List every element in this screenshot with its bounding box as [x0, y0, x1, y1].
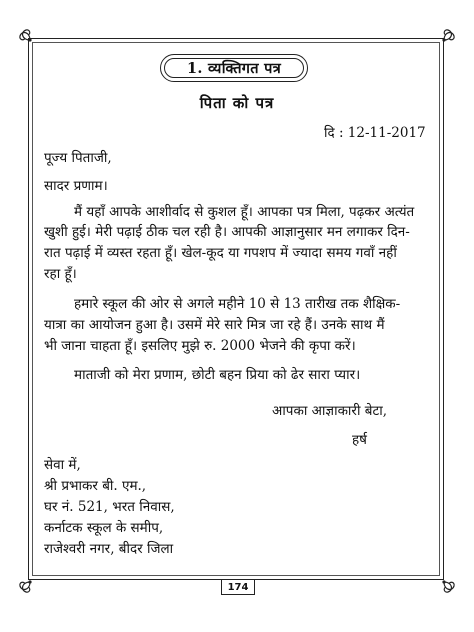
address-line: सेवा में,: [44, 457, 81, 473]
salutation: पूज्य पिताजी,: [44, 150, 112, 166]
corner-ornament-icon: [428, 566, 458, 596]
paragraph-line: रहा हूँ।: [44, 266, 77, 282]
chapter-heading-box: [160, 54, 308, 82]
paragraph-line: हमारे स्कूल की ओर से अगले महीने 10 से 13 तारीख तक शैक्षिक-: [74, 296, 401, 312]
corner-ornament-icon: [16, 26, 46, 56]
address-line: श्री प्रभाकर बी. एम.,: [44, 478, 147, 494]
chapter-heading: 1. व्यक्तिगत पत्र: [164, 58, 304, 78]
paragraph-line: मैं यहाँ आपके आशीर्वाद से कुशल हूँ। आपका पत्र मिला, पढ़कर अत्यंत: [74, 204, 415, 220]
page-number: 174: [221, 579, 255, 595]
letter-title: पिता को पत्र: [199, 94, 275, 112]
greeting: सादर प्रणाम।: [44, 178, 108, 194]
address-line: कर्नाटक स्कूल के समीप,: [44, 520, 164, 536]
paragraph-line: खुशी हुई। मेरी पढ़ाई ठीक चल रही है। आपकी आज्ञानुसार मन लगाकर दिन-: [44, 224, 410, 240]
corner-ornament-icon: [16, 566, 46, 596]
signature: हर्ष: [352, 432, 367, 448]
closing: आपका आज्ञाकारी बेटा,: [272, 403, 388, 419]
paragraph-line: माताजी को मेरा प्रणाम, छोटी बहन प्रिया को ढेर सारा प्यार।: [74, 367, 361, 383]
paragraph-line: यात्रा का आयोजन हुआ है। उसमें मेरे सारे मित्र जा रहे हैं। उनके साथ मैं: [44, 317, 385, 333]
address-line: राजेश्वरी नगर, बीदर जिला: [44, 541, 174, 557]
paragraph-line: भी जाना चाहता हूँ। इसलिए मुझे रु. 2000 भेजने की कृपा करें।: [44, 338, 356, 354]
letter-date: दि : 12-11-2017: [324, 125, 426, 141]
paragraph-line: रात पढ़ाई में व्यस्त रहता हूँ। खेल-कूद या गपशप में ज्यादा समय गवाँ नहीं: [44, 245, 397, 261]
address-line: घर नं. 521, भरत निवास,: [44, 499, 175, 515]
corner-ornament-icon: [428, 26, 458, 56]
